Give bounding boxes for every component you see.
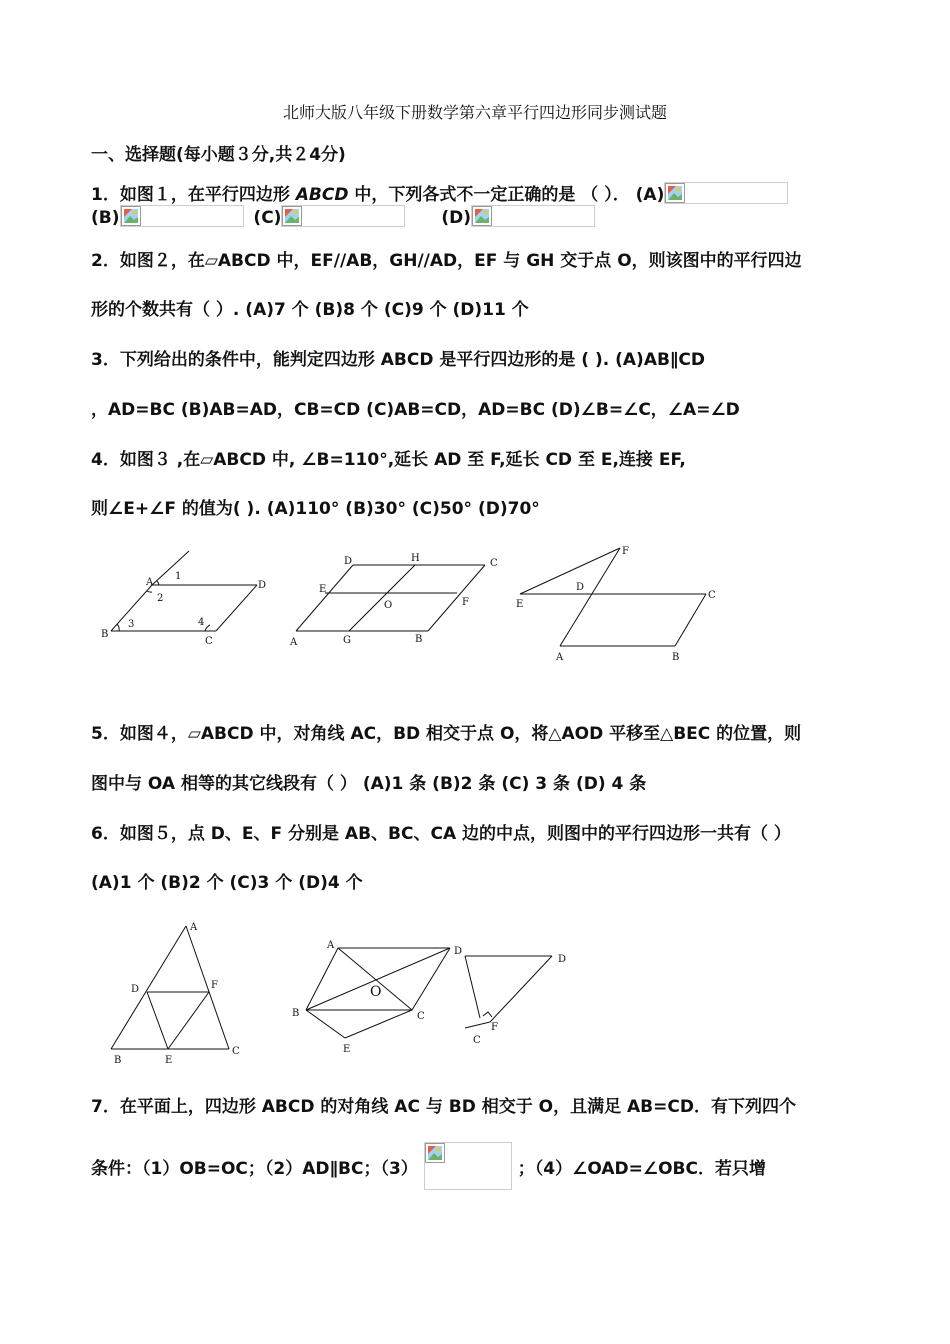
figure-2-label: H <box>411 553 420 564</box>
figure-3-label: D <box>576 582 585 593</box>
question-1-stem-pre: 1．如图１，在平行四边形 <box>91 185 296 205</box>
question-1-option-a-image <box>664 182 788 204</box>
question-5-line-2: 图中与 OA 相等的其它线段有（ ） (A)1 条 (B)2 条 (C) 3 条 (D) 4 条 <box>91 774 647 794</box>
figure-4-label: C <box>417 1011 425 1022</box>
figure-5-label: C <box>232 1046 240 1057</box>
question-7-line-1: 7．在平面上，四边形 ABCD 的对角线 AC 与 BD 相交于 O，且满足 AB=CD．有下列四个 <box>91 1097 796 1117</box>
question-1-option-c-label: (C) <box>253 208 282 228</box>
question-1-stem-post: 中，下列各式不一定正确的是 （ ）． <box>348 185 636 205</box>
question-4-line-2: 则∠E+∠F 的值为( ). (A)110° (B)30° (C)50° (D)70° <box>91 499 540 519</box>
page-title: 北师大版八年级下册数学第六章平行四边形同步测试题 <box>282 103 667 122</box>
figure-5-label: B <box>114 1055 122 1066</box>
figure-2-parallelogram-grid <box>285 548 505 648</box>
figure-3-label: E <box>516 599 524 610</box>
figure-4-translated-triangle <box>285 932 575 1052</box>
question-2-line-2: 形的个数共有（ ）. (A)7 个 (B)8 个 (C)9 个 (D)11 个 <box>91 300 529 320</box>
figure-5-label: F <box>211 980 218 991</box>
figure-5-midpoint-triangle <box>105 918 250 1068</box>
figure-1-label: 1 <box>175 571 182 582</box>
question-3-line-2: ，AD=BC (B)AB=AD，CB=CD (C)AB=CD，AD=BC (D)∠B=∠C，∠A=∠D <box>91 400 740 420</box>
question-7-line-2-post: ；（4）∠OAD=∠OBC．若只增 <box>517 1159 766 1179</box>
figure-5-label: E <box>165 1055 173 1066</box>
figure-5-label: A <box>190 922 198 933</box>
figure-2-label: A <box>290 637 298 648</box>
figure-2-label: E <box>319 584 327 595</box>
figure-3-label: A <box>556 652 564 663</box>
figure-4-label: B <box>292 1008 300 1019</box>
figure-4-label: O <box>370 984 382 1000</box>
question-3-line-1: 3．下列给出的条件中，能判定四边形 ABCD 是平行四边形的是 ( ). (A)AB∥CD <box>91 350 706 370</box>
question-6-line-2: (A)1 个 (B)2 个 (C)3 个 (D)4 个 <box>91 873 363 893</box>
figure-2-label: O <box>384 600 393 611</box>
figure-2-label: G <box>343 635 351 646</box>
broken-image-icon <box>282 206 302 226</box>
question-1-option-b-label: (B) <box>91 208 120 228</box>
figure-4-label: D <box>558 954 567 965</box>
figure-4-label: E <box>343 1044 351 1052</box>
figure-1-parallelogram <box>95 545 275 650</box>
question-4-line-1: 4．如图３ ,在▱ABCD 中, ∠B=110°,延长 AD 至 F,延长 CD 至 E,连接 EF, <box>91 450 686 470</box>
question-7-condition-3-image <box>424 1142 512 1190</box>
broken-image-icon <box>425 1143 445 1163</box>
question-1-option-d-label: (D) <box>441 208 472 228</box>
question-1-line-1 <box>91 180 788 205</box>
question-1-stem-italic: ABCD <box>295 185 349 205</box>
figure-2-label: D <box>344 556 353 567</box>
question-7-line-2-pre: 条件：（1）OB=OC；（2）AD∥BC；（3） <box>91 1159 418 1179</box>
figure-2-label: C <box>490 558 498 569</box>
figure-3-label: F <box>622 546 629 557</box>
question-6-line-1: 6．如图５，点 D、E、F 分别是 AB、BC、CA 边的中点，则图中的平行四边形一共有（ ） <box>91 824 791 844</box>
broken-image-icon <box>665 183 685 203</box>
figure-4-label: C <box>473 1035 481 1046</box>
figure-2-label: F <box>462 597 469 608</box>
figure-1-label: A <box>146 577 154 588</box>
figure-1-label: C <box>205 636 213 647</box>
question-7-line-2 <box>91 1142 766 1190</box>
question-1-option-d-image <box>471 205 595 227</box>
question-1-line-2 <box>91 205 595 228</box>
figure-1-label: 2 <box>157 593 164 604</box>
broken-image-icon <box>121 206 141 226</box>
figure-1-label: B <box>101 629 109 640</box>
figure-5-label: D <box>131 984 140 995</box>
figure-2-label: B <box>415 634 423 645</box>
question-1-option-a-label: (A) <box>635 185 665 205</box>
figure-1-label: 4 <box>198 617 205 628</box>
figure-3-extended-parallelogram <box>510 540 730 665</box>
question-5-line-1: 5．如图４，▱ABCD 中，对角线 AC，BD 相交于点 O，将△AOD 平移至△BEC 的位置，则 <box>91 724 802 744</box>
figure-4-label: F <box>491 1022 498 1033</box>
question-2-line-1: 2．如图２，在▱ABCD 中，EF//AB，GH//AD，EF 与 GH 交于点 O，则该图中的平行四边 <box>91 251 802 271</box>
broken-image-icon <box>472 206 492 226</box>
figure-4-label: A <box>327 940 335 951</box>
question-1-option-c-image <box>281 205 405 227</box>
figure-3-label: B <box>672 652 680 663</box>
figure-4-label: D <box>454 946 463 957</box>
figure-1-label: D <box>258 580 267 591</box>
figure-3-label: C <box>708 590 716 601</box>
section-heading-choice: 一、选择题(每小题３分,共２4分) <box>91 145 346 165</box>
figure-1-label: 3 <box>128 619 135 630</box>
question-1-option-b-image <box>120 205 244 227</box>
